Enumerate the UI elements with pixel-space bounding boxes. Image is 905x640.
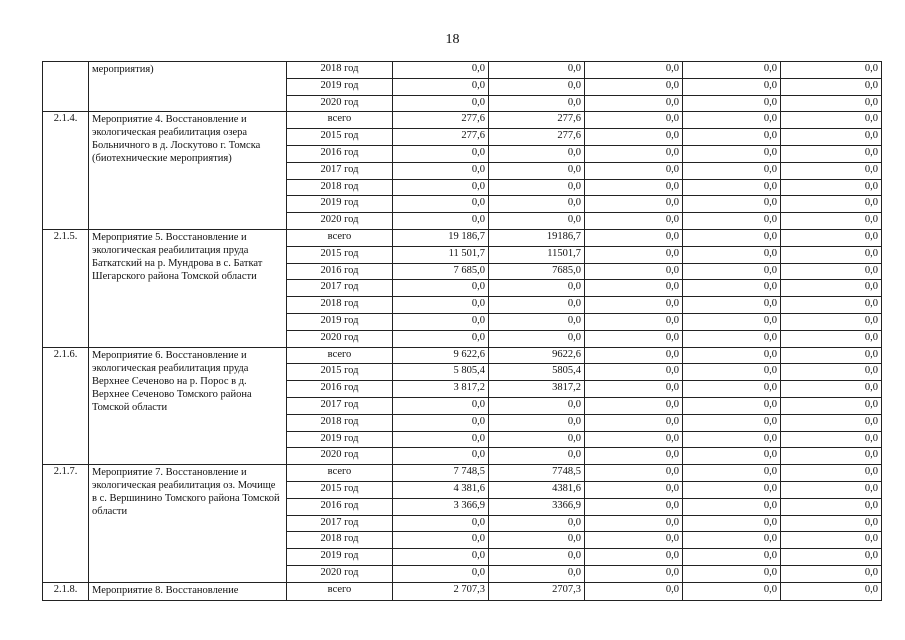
value-cell: 3 817,2: [393, 381, 489, 398]
period-cell: 2015 год: [287, 481, 393, 498]
value-cell: 0,0: [683, 213, 781, 230]
value-cell: 0,0: [683, 280, 781, 297]
value-cell: 0,0: [781, 347, 882, 364]
period-cell: 2016 год: [287, 381, 393, 398]
period-cell: 2020 год: [287, 448, 393, 465]
value-cell: 0,0: [683, 582, 781, 600]
value-cell: 7 748,5: [393, 465, 489, 482]
value-cell: 0,0: [489, 565, 585, 582]
period-cell: 2016 год: [287, 145, 393, 162]
value-cell: 0,0: [683, 549, 781, 566]
value-cell: 0,0: [393, 532, 489, 549]
period-cell: 2017 год: [287, 397, 393, 414]
value-cell: 0,0: [585, 162, 683, 179]
measure-code: 2.1.7.: [43, 465, 89, 583]
value-cell: 11 501,7: [393, 246, 489, 263]
value-cell: 0,0: [489, 280, 585, 297]
value-cell: 0,0: [393, 330, 489, 347]
value-cell: 0,0: [683, 112, 781, 129]
value-cell: 0,0: [489, 549, 585, 566]
value-cell: 0,0: [393, 78, 489, 95]
value-cell: 7685,0: [489, 263, 585, 280]
period-cell: 2015 год: [287, 129, 393, 146]
value-cell: 277,6: [489, 112, 585, 129]
value-cell: 0,0: [781, 515, 882, 532]
value-cell: 0,0: [683, 414, 781, 431]
value-cell: 0,0: [393, 196, 489, 213]
period-cell: всего: [287, 229, 393, 246]
value-cell: 0,0: [781, 414, 882, 431]
value-cell: 4 381,6: [393, 481, 489, 498]
value-cell: 2 707,3: [393, 582, 489, 600]
period-cell: 2020 год: [287, 330, 393, 347]
value-cell: 0,0: [781, 297, 882, 314]
value-cell: 0,0: [781, 162, 882, 179]
table-row: [43, 229, 882, 246]
value-cell: 0,0: [393, 95, 489, 112]
value-cell: 0,0: [781, 582, 882, 600]
measure-name: мероприятия): [89, 62, 287, 112]
value-cell: 0,0: [585, 196, 683, 213]
value-cell: 0,0: [683, 465, 781, 482]
value-cell: 0,0: [585, 465, 683, 482]
value-cell: 0,0: [781, 532, 882, 549]
value-cell: 0,0: [781, 498, 882, 515]
value-cell: 11501,7: [489, 246, 585, 263]
value-cell: 5 805,4: [393, 364, 489, 381]
value-cell: 0,0: [489, 448, 585, 465]
value-cell: 0,0: [489, 179, 585, 196]
value-cell: 0,0: [393, 515, 489, 532]
value-cell: 0,0: [683, 364, 781, 381]
value-cell: 0,0: [781, 431, 882, 448]
measure-code: 2.1.6.: [43, 347, 89, 465]
table-row: [43, 465, 882, 482]
period-cell: 2018 год: [287, 414, 393, 431]
value-cell: 0,0: [393, 431, 489, 448]
table-body: [43, 62, 882, 601]
value-cell: 0,0: [683, 297, 781, 314]
period-cell: 2019 год: [287, 196, 393, 213]
value-cell: 5805,4: [489, 364, 585, 381]
value-cell: 0,0: [683, 246, 781, 263]
value-cell: 0,0: [683, 78, 781, 95]
value-cell: 0,0: [393, 213, 489, 230]
value-cell: 277,6: [393, 129, 489, 146]
value-cell: 0,0: [585, 313, 683, 330]
period-cell: 2015 год: [287, 364, 393, 381]
value-cell: 0,0: [393, 414, 489, 431]
value-cell: 0,0: [781, 112, 882, 129]
value-cell: 0,0: [781, 381, 882, 398]
table-row: [43, 582, 882, 600]
value-cell: 0,0: [585, 498, 683, 515]
period-cell: 2015 год: [287, 246, 393, 263]
measure-name: Мероприятие 8. Восстановление: [89, 582, 287, 600]
value-cell: 0,0: [585, 414, 683, 431]
value-cell: 4381,6: [489, 481, 585, 498]
period-cell: 2018 год: [287, 532, 393, 549]
value-cell: 0,0: [683, 313, 781, 330]
value-cell: 0,0: [781, 481, 882, 498]
value-cell: 277,6: [489, 129, 585, 146]
value-cell: 0,0: [489, 145, 585, 162]
value-cell: 0,0: [489, 297, 585, 314]
period-cell: 2016 год: [287, 498, 393, 515]
value-cell: 19186,7: [489, 229, 585, 246]
budget-table: [42, 61, 882, 601]
value-cell: 0,0: [489, 313, 585, 330]
value-cell: 0,0: [489, 62, 585, 79]
value-cell: 0,0: [585, 532, 683, 549]
period-cell: 2018 год: [287, 297, 393, 314]
value-cell: 0,0: [489, 196, 585, 213]
value-cell: 0,0: [585, 582, 683, 600]
value-cell: 0,0: [585, 297, 683, 314]
value-cell: 0,0: [585, 112, 683, 129]
value-cell: 9622,6: [489, 347, 585, 364]
value-cell: 3 366,9: [393, 498, 489, 515]
value-cell: 0,0: [683, 95, 781, 112]
value-cell: 0,0: [683, 263, 781, 280]
value-cell: 0,0: [393, 280, 489, 297]
value-cell: 0,0: [393, 313, 489, 330]
value-cell: 0,0: [585, 62, 683, 79]
value-cell: 0,0: [781, 129, 882, 146]
period-cell: 2018 год: [287, 179, 393, 196]
value-cell: 0,0: [781, 62, 882, 79]
value-cell: 0,0: [489, 78, 585, 95]
value-cell: 0,0: [781, 179, 882, 196]
value-cell: 0,0: [489, 414, 585, 431]
value-cell: 0,0: [585, 549, 683, 566]
measure-name: Мероприятие 6. Восстановление и экологическая реабилитация пруда Верхнее Сеченово на р. Порос в д. Верхнее Сеченово Томского района Томской области: [89, 347, 287, 465]
value-cell: 0,0: [683, 330, 781, 347]
value-cell: 0,0: [683, 62, 781, 79]
value-cell: 0,0: [585, 381, 683, 398]
value-cell: 0,0: [683, 532, 781, 549]
value-cell: 0,0: [683, 565, 781, 582]
value-cell: 0,0: [489, 532, 585, 549]
value-cell: 0,0: [393, 565, 489, 582]
measure-name: Мероприятие 4. Восстановление и экологическая реабилитация озера Больничного в д. Лоскутово г. Томска (биотехнические мероприятия): [89, 112, 287, 230]
value-cell: 277,6: [393, 112, 489, 129]
period-cell: 2017 год: [287, 280, 393, 297]
value-cell: 2707,3: [489, 582, 585, 600]
page-number: 18: [445, 32, 460, 47]
value-cell: 0,0: [781, 196, 882, 213]
value-cell: 0,0: [683, 481, 781, 498]
value-cell: 0,0: [585, 565, 683, 582]
value-cell: 0,0: [781, 313, 882, 330]
value-cell: 0,0: [781, 448, 882, 465]
value-cell: 19 186,7: [393, 229, 489, 246]
value-cell: 0,0: [585, 78, 683, 95]
measure-name: Мероприятие 5. Восстановление и экологическая реабилитация пруда Баткатский на р. Мундрова в с. Баткат Шегарского района Томской области: [89, 229, 287, 347]
value-cell: 0,0: [489, 515, 585, 532]
value-cell: 0,0: [781, 397, 882, 414]
value-cell: 0,0: [585, 515, 683, 532]
table-row: [43, 112, 882, 129]
value-cell: 0,0: [393, 448, 489, 465]
value-cell: 0,0: [585, 95, 683, 112]
value-cell: 0,0: [781, 549, 882, 566]
value-cell: 0,0: [781, 246, 882, 263]
value-cell: 0,0: [585, 263, 683, 280]
value-cell: 0,0: [781, 263, 882, 280]
value-cell: 0,0: [585, 347, 683, 364]
value-cell: 3817,2: [489, 381, 585, 398]
value-cell: 0,0: [585, 129, 683, 146]
value-cell: 0,0: [683, 196, 781, 213]
value-cell: 0,0: [585, 364, 683, 381]
value-cell: 0,0: [393, 179, 489, 196]
value-cell: 0,0: [683, 381, 781, 398]
value-cell: 0,0: [585, 431, 683, 448]
value-cell: 0,0: [489, 162, 585, 179]
table-row: [43, 347, 882, 364]
value-cell: 7748,5: [489, 465, 585, 482]
value-cell: 0,0: [585, 280, 683, 297]
value-cell: 0,0: [683, 229, 781, 246]
period-cell: 2018 год: [287, 62, 393, 79]
period-cell: 2019 год: [287, 549, 393, 566]
period-cell: 2017 год: [287, 162, 393, 179]
value-cell: 0,0: [781, 565, 882, 582]
measure-code: 2.1.4.: [43, 112, 89, 230]
value-cell: 0,0: [683, 162, 781, 179]
value-cell: 0,0: [683, 145, 781, 162]
value-cell: 0,0: [393, 297, 489, 314]
value-cell: 0,0: [489, 397, 585, 414]
period-cell: всего: [287, 112, 393, 129]
value-cell: 0,0: [683, 498, 781, 515]
table-row: [43, 62, 882, 79]
value-cell: 0,0: [683, 347, 781, 364]
period-cell: 2016 год: [287, 263, 393, 280]
value-cell: 0,0: [781, 330, 882, 347]
value-cell: 0,0: [585, 179, 683, 196]
value-cell: 0,0: [393, 62, 489, 79]
value-cell: 0,0: [683, 179, 781, 196]
value-cell: 0,0: [781, 213, 882, 230]
value-cell: 0,0: [393, 397, 489, 414]
value-cell: 0,0: [585, 481, 683, 498]
value-cell: 0,0: [489, 330, 585, 347]
measure-code: 2.1.5.: [43, 229, 89, 347]
value-cell: 0,0: [683, 397, 781, 414]
value-cell: 0,0: [781, 95, 882, 112]
value-cell: 0,0: [393, 162, 489, 179]
period-cell: всего: [287, 347, 393, 364]
period-cell: 2019 год: [287, 78, 393, 95]
value-cell: 0,0: [683, 515, 781, 532]
period-cell: 2020 год: [287, 565, 393, 582]
measure-code: 2.1.8.: [43, 582, 89, 600]
measure-name: Мероприятие 7. Восстановление и экологическая реабилитация оз. Мочище в с. Вершинино Томского района Томской области: [89, 465, 287, 583]
period-cell: 2020 год: [287, 213, 393, 230]
value-cell: 0,0: [585, 397, 683, 414]
period-cell: 2017 год: [287, 515, 393, 532]
period-cell: 2019 год: [287, 431, 393, 448]
measure-code: [43, 62, 89, 112]
value-cell: 0,0: [683, 448, 781, 465]
period-cell: 2019 год: [287, 313, 393, 330]
period-cell: 2020 год: [287, 95, 393, 112]
value-cell: 7 685,0: [393, 263, 489, 280]
value-cell: 0,0: [489, 95, 585, 112]
value-cell: 0,0: [683, 431, 781, 448]
period-cell: всего: [287, 582, 393, 600]
value-cell: 0,0: [585, 229, 683, 246]
value-cell: 0,0: [585, 330, 683, 347]
value-cell: 0,0: [585, 213, 683, 230]
value-cell: 0,0: [585, 448, 683, 465]
value-cell: 0,0: [781, 78, 882, 95]
value-cell: 0,0: [489, 431, 585, 448]
value-cell: 0,0: [393, 549, 489, 566]
value-cell: 0,0: [489, 213, 585, 230]
value-cell: 3366,9: [489, 498, 585, 515]
value-cell: 0,0: [585, 145, 683, 162]
value-cell: 0,0: [781, 145, 882, 162]
value-cell: 0,0: [585, 246, 683, 263]
value-cell: 0,0: [683, 129, 781, 146]
period-cell: всего: [287, 465, 393, 482]
value-cell: 9 622,6: [393, 347, 489, 364]
value-cell: 0,0: [393, 145, 489, 162]
value-cell: 0,0: [781, 280, 882, 297]
value-cell: 0,0: [781, 364, 882, 381]
value-cell: 0,0: [781, 229, 882, 246]
value-cell: 0,0: [781, 465, 882, 482]
